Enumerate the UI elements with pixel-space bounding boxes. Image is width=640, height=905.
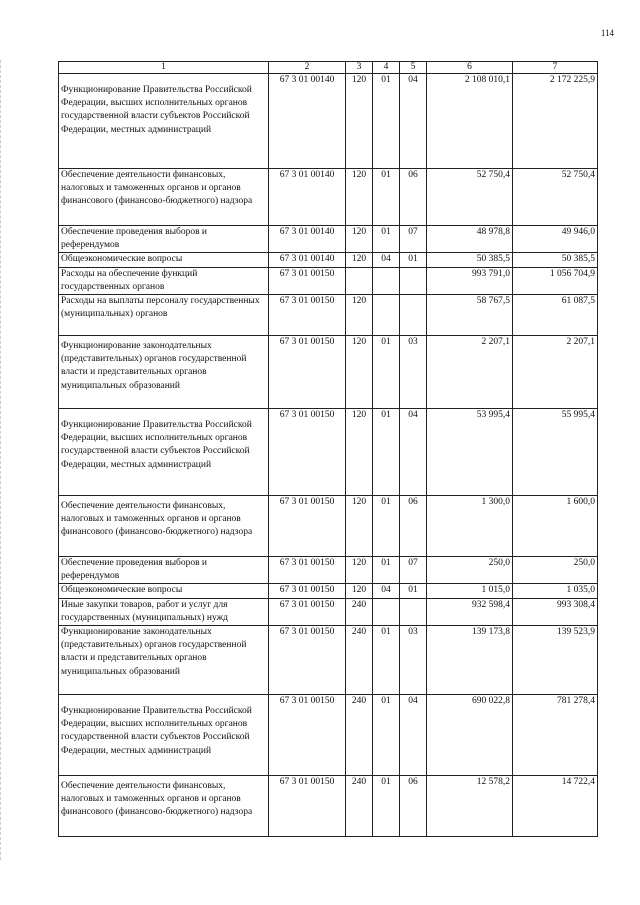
- row-col5: 04: [400, 409, 427, 496]
- row-col4: [373, 295, 400, 336]
- row-col5: 07: [400, 226, 427, 253]
- row-description: Функционирование Правительства Российской Федерации, высших исполнительных органов государственной власти субъектов Российской Федерации, местных администраций: [59, 695, 269, 776]
- row-code: 67 3 01 00140: [269, 74, 346, 169]
- budget-table: [58, 61, 598, 837]
- row-value-7: 2 207,1: [513, 336, 598, 409]
- row-value-6: 53 995,4: [427, 409, 513, 496]
- row-description: Иные закупки товаров, работ и услуг для государственных (муниципальных) нужд: [59, 598, 269, 625]
- row-col3: 240: [346, 695, 373, 776]
- row-col5: 06: [400, 496, 427, 557]
- row-value-6: 2 207,1: [427, 336, 513, 409]
- table-row: [59, 74, 598, 169]
- row-value-7: 49 946,0: [513, 226, 598, 253]
- row-description: Функционирование законодательных (представительных) органов государственной власти и представительных органов муниципальных образований: [59, 336, 269, 409]
- row-code: 67 3 01 00150: [269, 598, 346, 625]
- row-col5: 03: [400, 336, 427, 409]
- row-col5: [400, 598, 427, 625]
- row-col3: 120: [346, 74, 373, 169]
- row-col4: 01: [373, 409, 400, 496]
- table-row: [59, 253, 598, 267]
- table-row: [59, 226, 598, 253]
- row-value-7: 14 722,4: [513, 776, 598, 837]
- row-col4: 01: [373, 557, 400, 584]
- row-col3: 240: [346, 776, 373, 837]
- row-code: 67 3 01 00150: [269, 295, 346, 336]
- row-value-6: 52 750,4: [427, 169, 513, 226]
- row-col4: 01: [373, 226, 400, 253]
- row-description: Расходы на обеспечение функций государственных органов: [59, 267, 269, 294]
- row-code: 67 3 01 00150: [269, 776, 346, 837]
- table-row: [59, 557, 598, 584]
- row-col3: 120: [346, 226, 373, 253]
- row-col3: 120: [346, 557, 373, 584]
- row-col3: 120: [346, 253, 373, 267]
- row-value-7: 1 600,0: [513, 496, 598, 557]
- row-col5: 04: [400, 74, 427, 169]
- row-code: 67 3 01 00150: [269, 626, 346, 695]
- row-value-7: 1 035,0: [513, 584, 598, 598]
- column-header: 3: [346, 62, 373, 74]
- table-row: [59, 169, 598, 226]
- row-col3: 120: [346, 409, 373, 496]
- row-code: 67 3 01 00150: [269, 336, 346, 409]
- table-row: [59, 626, 598, 695]
- row-description: Обеспечение проведения выборов и референдумов: [59, 226, 269, 253]
- scan-edge-mark: [0, 60, 3, 860]
- row-value-7: 61 087,5: [513, 295, 598, 336]
- row-code: 67 3 01 00150: [269, 409, 346, 496]
- row-col5: 03: [400, 626, 427, 695]
- row-col4: 01: [373, 336, 400, 409]
- row-col5: 04: [400, 695, 427, 776]
- row-col4: 04: [373, 253, 400, 267]
- row-code: 67 3 01 00140: [269, 226, 346, 253]
- row-value-6: 48 978,8: [427, 226, 513, 253]
- row-col3: [346, 267, 373, 294]
- row-description: Функционирование Правительства Российской Федерации, высших исполнительных органов государственной власти субъектов Российской Федерации, местных администраций: [59, 409, 269, 496]
- row-description: Общеэкономические вопросы: [59, 253, 269, 267]
- column-header: 7: [513, 62, 598, 74]
- row-col5: 01: [400, 253, 427, 267]
- row-value-6: 690 022,8: [427, 695, 513, 776]
- table-row: [59, 776, 598, 837]
- row-value-6: 139 173,8: [427, 626, 513, 695]
- row-code: 67 3 01 00150: [269, 267, 346, 294]
- row-value-6: 993 791,0: [427, 267, 513, 294]
- row-col5: 06: [400, 776, 427, 837]
- row-description: Обеспечение деятельности финансовых, налоговых и таможенных органов и органов финансового (финансово-бюджетного) надзора: [59, 776, 269, 837]
- row-col4: 01: [373, 74, 400, 169]
- row-col5: [400, 295, 427, 336]
- row-value-7: 52 750,4: [513, 169, 598, 226]
- column-header: 2: [269, 62, 346, 74]
- row-col3: 120: [346, 496, 373, 557]
- table-row: [59, 584, 598, 598]
- row-col4: 01: [373, 776, 400, 837]
- row-col4: 01: [373, 695, 400, 776]
- table-row: [59, 409, 598, 496]
- row-description: Функционирование законодательных (представительных) органов государственной власти и представительных органов муниципальных образований: [59, 626, 269, 695]
- row-col4: [373, 598, 400, 625]
- row-col3: 120: [346, 336, 373, 409]
- table-row: [59, 267, 598, 294]
- row-value-7: 50 385,5: [513, 253, 598, 267]
- row-col3: 120: [346, 295, 373, 336]
- row-col4: 01: [373, 169, 400, 226]
- row-value-6: 1 015,0: [427, 584, 513, 598]
- row-code: 67 3 01 00150: [269, 557, 346, 584]
- row-col3: 120: [346, 169, 373, 226]
- row-col4: 01: [373, 626, 400, 695]
- row-value-6: 932 598,4: [427, 598, 513, 625]
- row-value-6: 12 578,2: [427, 776, 513, 837]
- row-value-7: 781 278,4: [513, 695, 598, 776]
- table-row: [59, 295, 598, 336]
- row-col4: [373, 267, 400, 294]
- table-row: [59, 695, 598, 776]
- row-col4: 01: [373, 496, 400, 557]
- table-header-row: [59, 62, 598, 74]
- row-code: 67 3 01 00140: [269, 169, 346, 226]
- row-description: Расходы на выплаты персоналу государственных (муниципальных) органов: [59, 295, 269, 336]
- row-code: 67 3 01 00150: [269, 496, 346, 557]
- row-code: 67 3 01 00150: [269, 695, 346, 776]
- row-col3: 120: [346, 584, 373, 598]
- row-value-6: 1 300,0: [427, 496, 513, 557]
- row-value-6: 58 767,5: [427, 295, 513, 336]
- row-col5: 06: [400, 169, 427, 226]
- row-value-7: 1 056 704,9: [513, 267, 598, 294]
- row-description: Функционирование Правительства Российской Федерации, высших исполнительных органов государственной власти субъектов Российской Федерации, местных администраций: [59, 74, 269, 169]
- row-value-6: 50 385,5: [427, 253, 513, 267]
- table-row: [59, 598, 598, 625]
- row-value-7: 139 523,9: [513, 626, 598, 695]
- row-description: Обеспечение проведения выборов и референдумов: [59, 557, 269, 584]
- row-description: Обеспечение деятельности финансовых, налоговых и таможенных органов и органов финансового (финансово-бюджетного) надзора: [59, 169, 269, 226]
- row-col5: 01: [400, 584, 427, 598]
- row-value-7: 250,0: [513, 557, 598, 584]
- page-number: 114: [600, 28, 614, 38]
- row-value-6: 2 108 010,1: [427, 74, 513, 169]
- row-col4: 04: [373, 584, 400, 598]
- row-col5: 07: [400, 557, 427, 584]
- row-col3: 240: [346, 598, 373, 625]
- row-description: Обеспечение деятельности финансовых, налоговых и таможенных органов и органов финансового (финансово-бюджетного) надзора: [59, 496, 269, 557]
- row-description: Общеэкономические вопросы: [59, 584, 269, 598]
- row-value-7: 55 995,4: [513, 409, 598, 496]
- row-code: 67 3 01 00140: [269, 253, 346, 267]
- column-header: 5: [400, 62, 427, 74]
- row-value-6: 250,0: [427, 557, 513, 584]
- row-value-7: 2 172 225,9: [513, 74, 598, 169]
- row-col5: [400, 267, 427, 294]
- row-code: 67 3 01 00150: [269, 584, 346, 598]
- table-row: [59, 336, 598, 409]
- column-header: 4: [373, 62, 400, 74]
- row-col3: 240: [346, 626, 373, 695]
- row-value-7: 993 308,4: [513, 598, 598, 625]
- column-header: 1: [59, 62, 269, 74]
- table-row: [59, 496, 598, 557]
- column-header: 6: [427, 62, 513, 74]
